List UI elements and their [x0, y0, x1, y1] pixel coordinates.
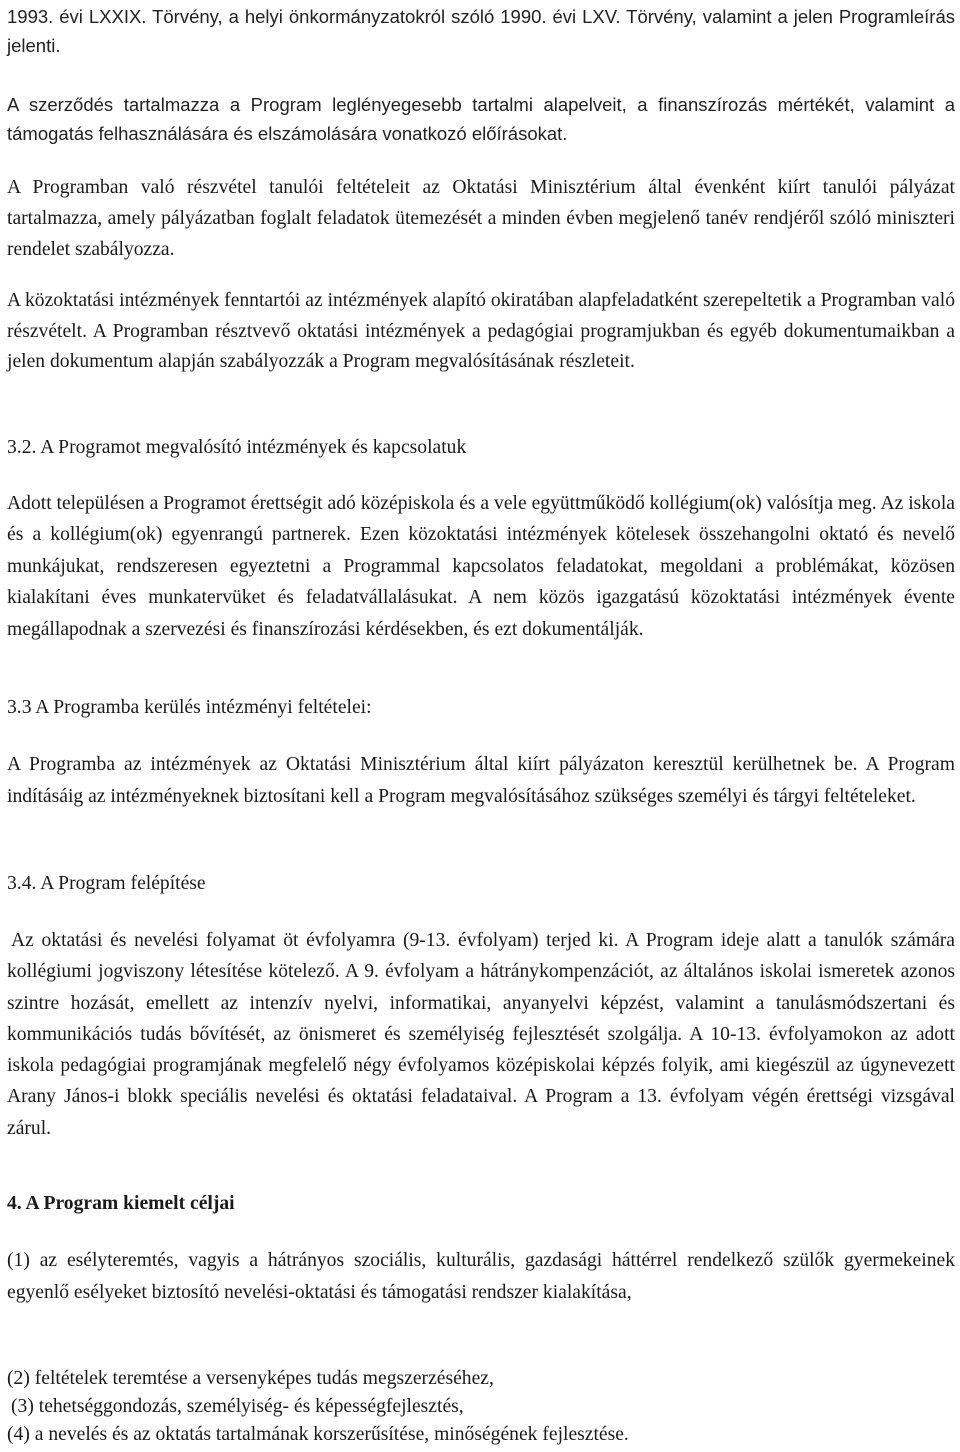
maintainers-paragraph: A közoktatási intézmények fenntartói az intézmények alapító okiratában alapfeladatként szerepeltetik a Programban való részvételt. A Programban résztvevő oktatási intézmények a pedagógiai programjukban és egyéb dokumentumaikban a jelen dokumentum alapján szabályozzák a Program megvalósításának részleteit.	[7, 290, 955, 372]
intro-paragraph: 1993. évi LXXIX. Törvény, a helyi önkormányzatokról szóló 1990. évi LXV. Törvény, valamint a jelen Programleírás jelenti.	[7, 6, 955, 56]
section-3-2-heading: 3.2. A Programot megvalósító intézmények és kapcsolatuk	[7, 437, 467, 458]
section-3-2-body: Adott településen a Programot érettségit adó középiskola és a vele együttműködő kollégium(ok) valósítja meg. Az iskola és a kollégium(ok) egyenrangú partnerek. Ezen közoktatási intézmények kötelesek összehangolni oktató és nevelő munkájukat, rendszeresen egyeztetni a Programmal kapcsolatos feladatokat, megoldani a problémákat, közösen kialakítani éves munkatervüket és feladatvállalásukat. A nem közös igazgatású közoktatási intézmények évente megállapodnak a szervezési és finanszírozási kérdésekben, és ezt dokumentálják.	[7, 493, 955, 640]
section-4-heading: 4. A Program kiemelt céljai	[7, 1193, 235, 1214]
goal-item-2: (2) feltételek teremtése a versenyképes tudás megszerzéséhez,	[7, 1368, 494, 1389]
section-3-4-heading: 3.4. A Program felépítése	[7, 873, 206, 894]
participation-paragraph: A Programban való részvétel tanulói feltételeit az Oktatási Minisztérium által évenként kiírt tanulói pályázat tartalmazza, amely pályázatban foglalt feladatok ütemezését a minden évben megjelenő tanév rendjéről szóló miniszteri rendelet szabályozza.	[7, 177, 955, 260]
section-3-4-body: Az oktatási és nevelési folyamat öt évfolyamra (9-13. évfolyam) terjed ki. A Program ideje alatt a tanulók számára kollégiumi jogviszony létesítése kötelező. A 9. évfolyam a hátránykompenzációt, az általános iskolai ismeretek azonos szintre hozását, emellett az intenzív nyelvi, informatikai, anyanyelvi képzést, valamint a tanulásmódszertani és kommunikációs tudás bővítését, az önismeret és személyiség fejlesztését szolgálja. A 10-13. évfolyamokon az adott iskola pedagógiai programjának megfelelő négy évfolyamos középiskolai képzés folyik, ami kiegészül az úgynevezett Arany János-i blokk speciális nevelési és oktatási feladataival. A Program a 13. évfolyam végén érettségi vizsgával zárul.	[7, 930, 955, 1139]
contract-paragraph: A szerződés tartalmazza a Program leglényegesebb tartalmi alapelveit, a finanszírozás mértékét, valamint a támogatás felhasználására és elszámolására vonatkozó előírásokat.	[7, 94, 955, 144]
section-3-3-body: A Programba az intézmények az Oktatási Minisztérium által kiírt pályázaton keresztül kerülhetnek be. A Program indításáig az intézményeknek biztosítani kell a Program megvalósításához szükséges személyi és tárgyi feltételeket.	[7, 754, 955, 807]
goal-item-3: (3) tehetséggondozás, személyiség- és képességfejlesztés,	[11, 1396, 464, 1417]
goal-item-4: (4) a nevelés és az oktatás tartalmának korszerűsítése, minőségének fejlesztése.	[7, 1424, 629, 1445]
goal-item-1: (1) az esélyteremtés, vagyis a hátrányos szociális, kulturális, gazdasági háttérrel rendelkező szülők gyermekeinek egyenlő esélyeket biztosító nevelési-oktatási és támogatási rendszer kialakítása,	[7, 1250, 955, 1303]
section-3-3-heading: 3.3 A Programba kerülés intézményi feltételei:	[7, 697, 372, 718]
